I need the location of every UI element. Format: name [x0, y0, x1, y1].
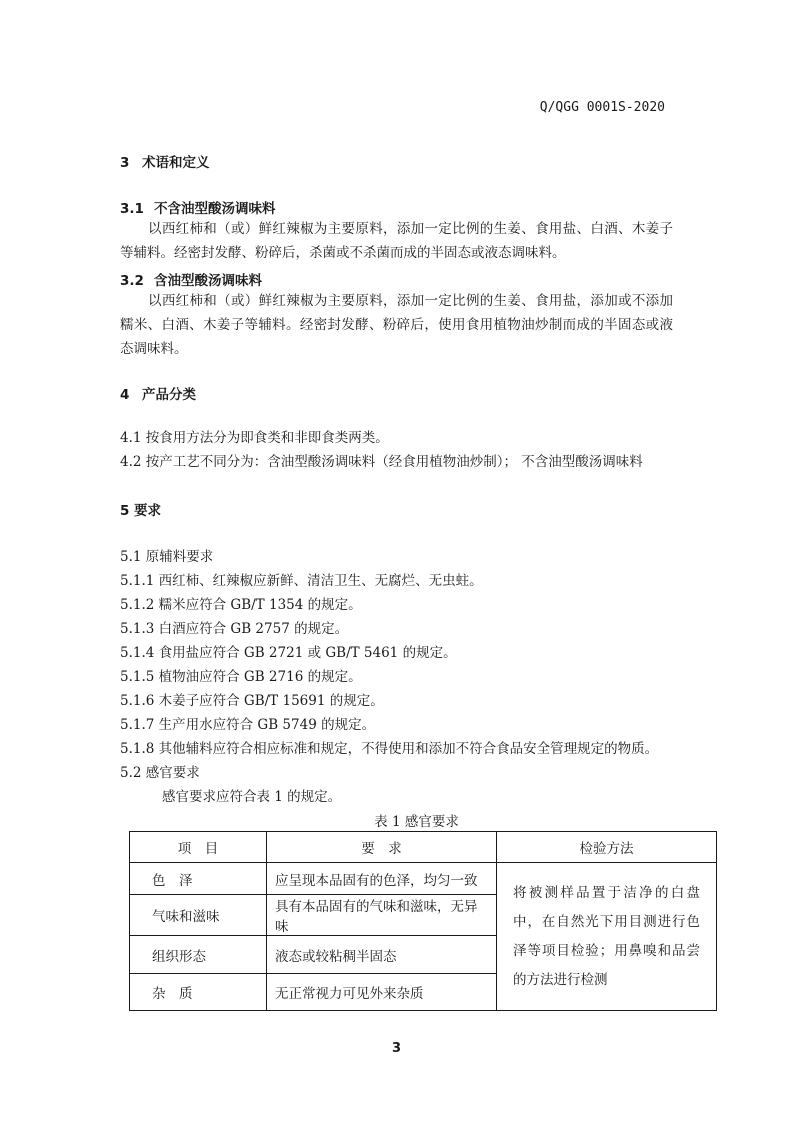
requirement-line: 5.1.5 植物油应符合 GB 2716 的规定。 — [120, 669, 362, 685]
table-header-cell: 检验方法 — [497, 832, 717, 863]
requirement-line: 5.1.2 糯米应符合 GB/T 1354 的规定。 — [120, 597, 362, 613]
section-3-number: 3 — [120, 155, 130, 171]
requirement-line: 5.1.7 生产用水应符合 GB 5749 的规定。 — [120, 717, 376, 733]
table-cell-req: 具有本品固有的气味和滋味，无异味 — [267, 895, 497, 936]
section-3-1-heading — [120, 197, 276, 217]
section-3-2-heading — [120, 269, 262, 289]
section-3-heading — [120, 151, 210, 171]
section-3-2-number: 3.2 — [120, 273, 144, 289]
inspection-method-text: 将被测样品置于洁净的白盘中，在自然光下用目测进行色泽等项目检验；用鼻嗅和品尝的方法进行检测 — [513, 884, 700, 988]
section-3-2-title: 含油型酸汤调味料 — [154, 273, 262, 289]
requirement-line: 5.1.4 食用盐应符合 GB 2721 或 GB/T 5461 的规定。 — [120, 645, 457, 661]
table-header-cell: 项 目 — [130, 832, 267, 863]
table-header-row — [130, 832, 717, 863]
table-cell-item: 气味和滋味 — [130, 895, 267, 936]
table-cell-req: 应呈现本品固有的色泽，均匀一致 — [267, 863, 497, 895]
section-3-1-body: 以西红柿和（或）鲜红辣椒为主要原料，添加一定比例的生姜、食用盐、白酒、木姜子等辅料。经密封发酵、粉碎后，杀菌或不杀菌而成的半固态或液态调味料。 — [120, 221, 673, 261]
section-5-heading — [120, 499, 161, 519]
section-3-title: 术语和定义 — [142, 155, 210, 171]
table-caption: 表 1 感官要求 — [374, 814, 459, 830]
requirement-line: 5.2 感官要求 — [120, 765, 200, 781]
table-cell-req: 液态或较粘稠半固态 — [267, 936, 497, 974]
table-cell-item: 杂 质 — [130, 974, 267, 1011]
page-number: 3 — [391, 1041, 402, 1056]
section-3-1-title: 不含油型酸汤调味料 — [154, 201, 276, 217]
standard-code: Q/QGG 0001S-2020 — [539, 100, 665, 115]
sensory-table — [129, 831, 717, 1011]
table-cell-req: 无正常视力可见外来杂质 — [267, 974, 497, 1011]
section-4-title: 产品分类 — [142, 387, 196, 403]
requirement-line: 5.1.3 白酒应符合 GB 2757 的规定。 — [120, 621, 349, 637]
section-5-number: 5 — [120, 503, 130, 519]
section-4-heading — [120, 383, 196, 403]
section-3-1-number: 3.1 — [120, 201, 144, 217]
requirement-line: 5.1.1 西红柿、红辣椒应新鲜、清洁卫生、无腐烂、无虫蛀。 — [120, 573, 483, 589]
section-4-item: 4.1 按食用方法分为即食类和非即食类两类。 — [120, 430, 389, 446]
sensory-note: 感官要求应符合表 1 的规定。 — [162, 789, 342, 805]
table-cell-item: 色 泽 — [130, 863, 267, 895]
requirement-line: 5.1 原辅料要求 — [120, 549, 214, 565]
requirement-line: 5.1.8 其他辅料应符合相应标准和规定，不得使用和添加不符合食品安全管理规定的物质。 — [120, 741, 659, 757]
requirement-line: 5.1.6 木姜子应符合 GB/T 15691 的规定。 — [120, 693, 384, 709]
table-cell-method — [497, 863, 717, 1011]
section-3-2-body: 以西红柿和（或）鲜红辣椒为主要原料，添加一定比例的生姜、食用盐，添加或不添加糯米、白酒、木姜子等辅料。经密封发酵、粉碎后，使用食用植物油炒制而成的半固态或液态调味料。 — [120, 293, 673, 357]
section-5-title: 要求 — [134, 503, 161, 519]
section-4-item: 4.2 按产工艺不同分为：含油型酸汤调味料（经食用植物油炒制）； 不含油型酸汤调味料 — [120, 454, 643, 470]
table-row — [130, 863, 717, 895]
table-header-cell: 要 求 — [267, 832, 497, 863]
section-4-number: 4 — [120, 387, 130, 403]
table-cell-item: 组织形态 — [130, 936, 267, 974]
